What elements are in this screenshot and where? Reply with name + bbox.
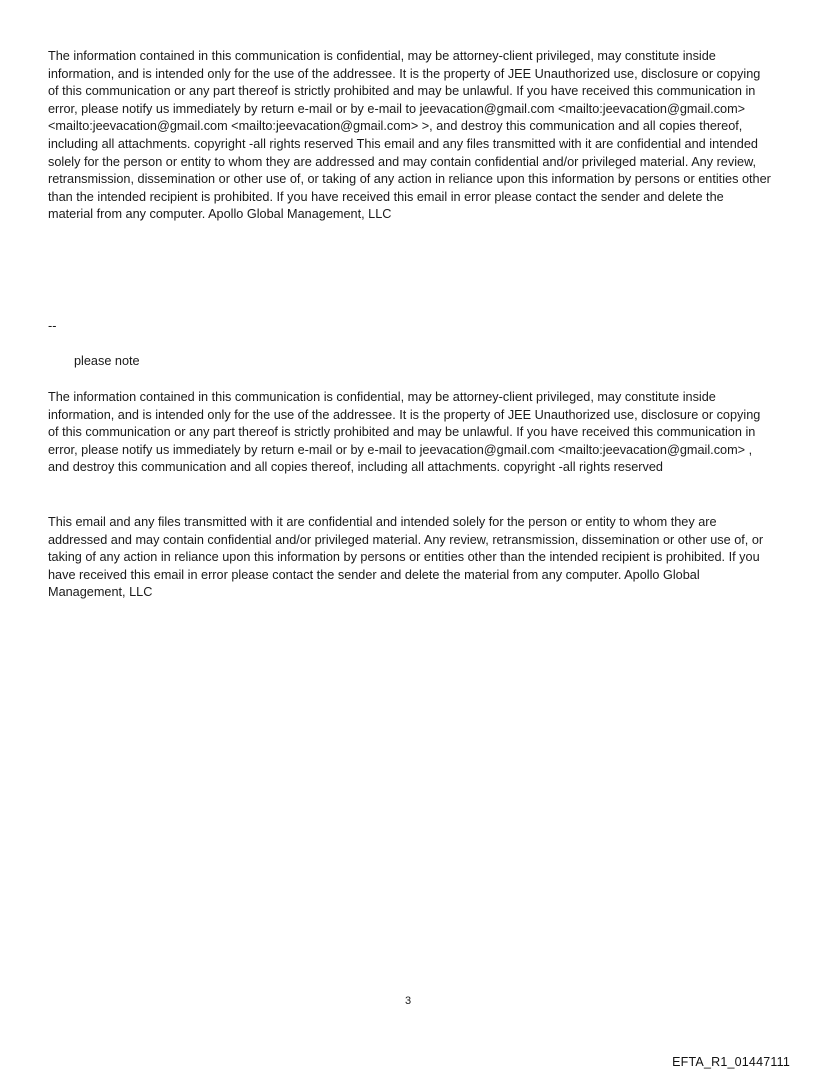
note-heading: please note [74, 354, 140, 368]
confidentiality-paragraph-1: The information contained in this communication is confidential, may be attorney-client privileged, may constitute inside information, and is intended only for the use of the addressee. It is the property of JEE Unauthorized use, disclosure or copying of this communication or any part thereof is strictly prohibited and may be unlawful. If you have received this communication in error, please notify us immediately by return e-mail or by e-mail to jeevacation@gmail.com <mailto:jeevacation@gmail.com> <mailto:jeevacation@gmail.com <mailto:jeevacation@gmail.com> >, and destroy this communication and all copies thereof, including all attachments. copyright -all rights reserved This email and any files transmitted with it are confidential and intended solely for the person or entity to whom they are addressed and may contain confidential and/or privileged material. Any review, retransmission, dissemination or other use of, or taking of any action in reliance upon this information by persons or entities other than the intended recipient is prohibited. If you have received this email in error please contact the sender and delete the material from any computer. Apollo Global Management, LLC [48, 49, 771, 222]
confidentiality-paragraph-2: The information contained in this communication is confidential, may be attorney-client privileged, may constitute inside information, and is intended only for the use of the addressee. It is the property of JEE Unauthorized use, disclosure or copying of this communication or any part thereof is strictly prohibited and may be unlawful. If you have received this communication in error, please notify us immediately by return e-mail or by e-mail to jeevacation@gmail.com <mailto:jeevacation@gmail.com> , and destroy this communication and all copies thereof, including all attachments. copyright -all rights reserved [48, 390, 761, 475]
confidentiality-paragraph-3: This email and any files transmitted with it are confidential and intended solely for the person or entity to whom they are addressed and may contain confidential and/or privileged material. Any review, retransmission, dissemination or other use of, or taking of any action in reliance upon this information by persons or entities other than the intended recipient is prohibited. If you have received this email in error please contact the sender and delete the material from any computer. Apollo Global Management, LLC [48, 515, 764, 600]
page-number: 3 [404, 995, 412, 1007]
document-id: EFTA_R1_01447111 [672, 1055, 790, 1069]
signature-separator: -- [48, 319, 57, 333]
